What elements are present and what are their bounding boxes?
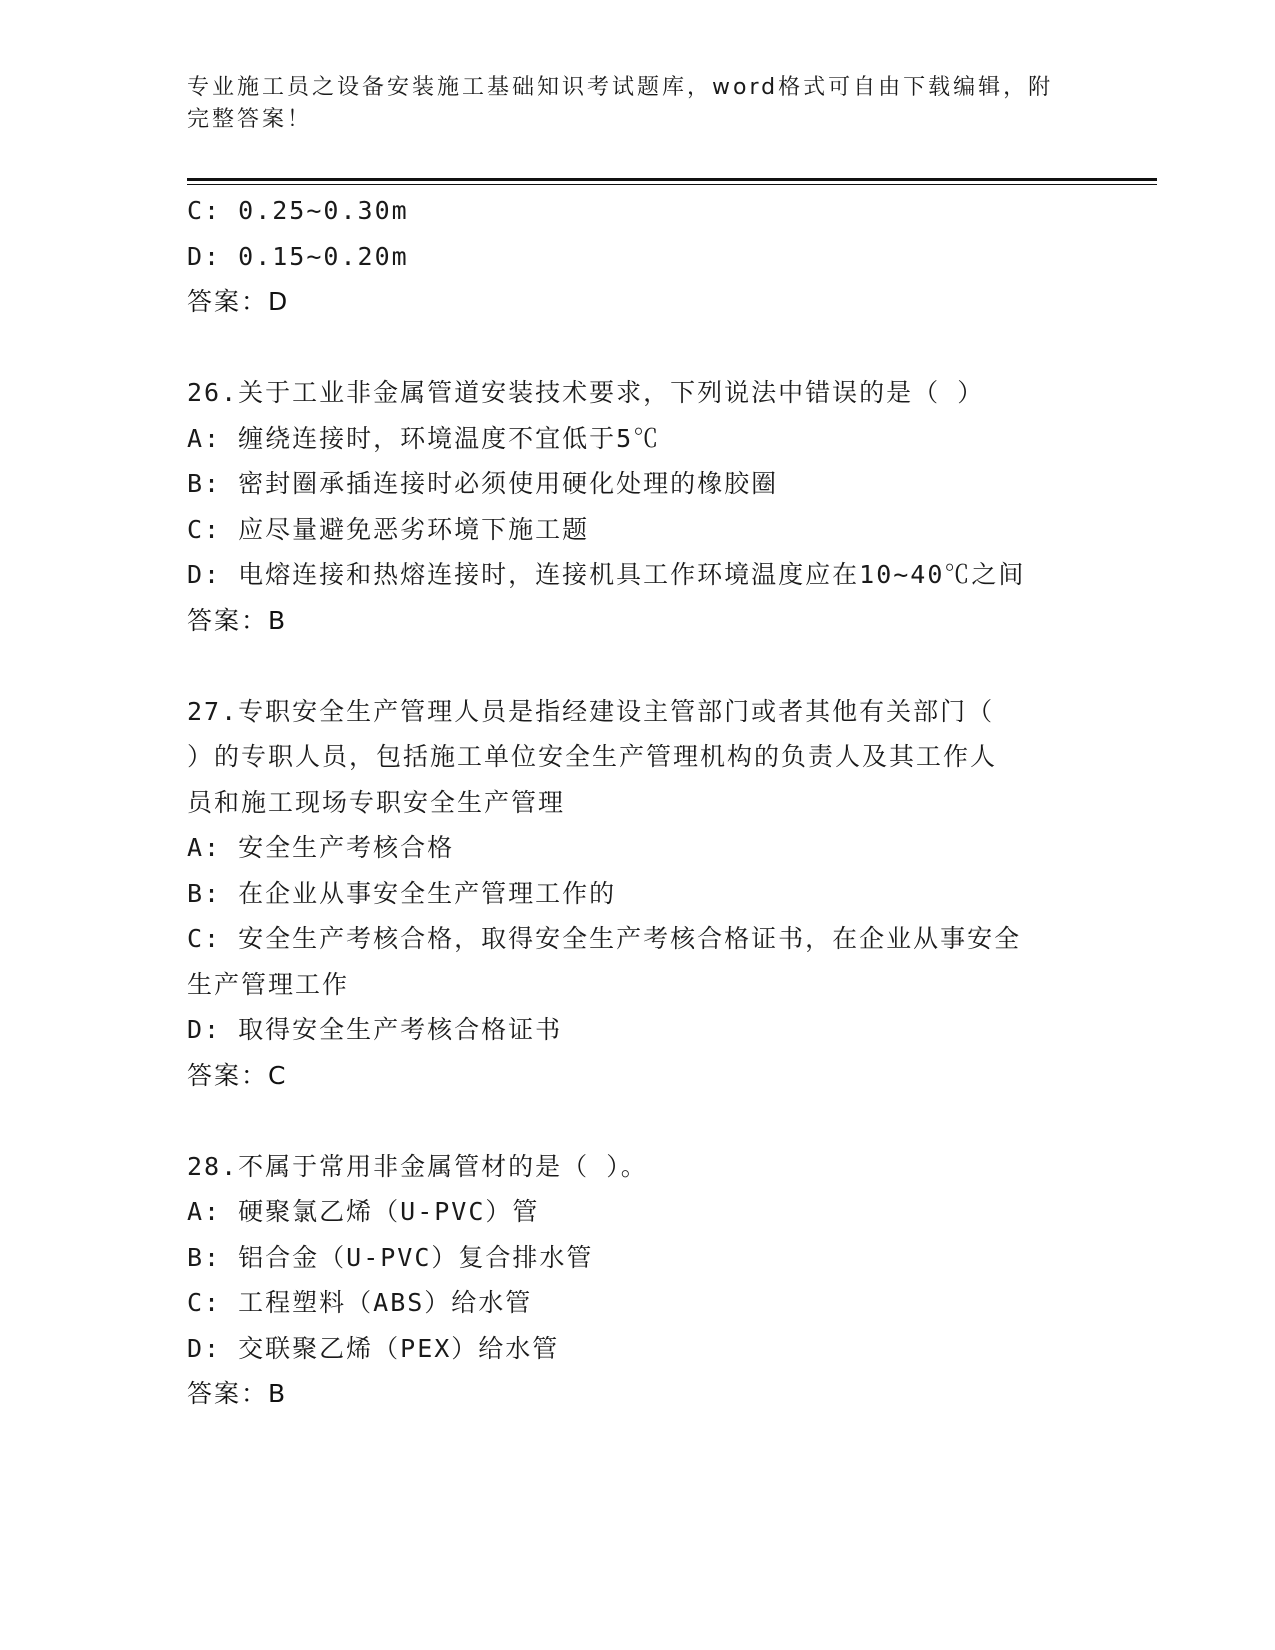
question-stem-line-3: 员和施工现场专职安全生产管理 bbox=[187, 787, 566, 817]
spacer bbox=[187, 1098, 1087, 1144]
answer-line: 答案：B bbox=[187, 605, 288, 635]
option-c-line-1: C: 安全生产考核合格，取得安全生产考核合格证书，在企业从事安全 bbox=[187, 924, 1022, 953]
question-stem: 28.不属于常用非金属管材的是（ ）。 bbox=[187, 1151, 648, 1181]
option-d: D: 取得安全生产考核合格证书 bbox=[187, 1015, 563, 1044]
question-stem-line-2: ）的专职人员，包括施工单位安全生产管理机构的负责人及其工作人 bbox=[187, 742, 998, 771]
option-c-line-2: 生产管理工作 bbox=[187, 969, 350, 999]
option-d: D: 电熔连接和热熔连接时，连接机具工作环境温度应在10~40℃之间 bbox=[187, 560, 1026, 589]
question-stem-line-1: 27.专职安全生产管理人员是指经建设主管部门或者其他有关部门（ bbox=[187, 696, 995, 726]
option-a: A: 硬聚氯乙烯（U-PVC）管 bbox=[187, 1197, 540, 1226]
spacer bbox=[187, 325, 1087, 371]
option-b: B: 在企业从事安全生产管理工作的 bbox=[187, 878, 617, 908]
answer-line: 答案：C bbox=[187, 1060, 288, 1090]
option-d: D: 0.15~0.20m bbox=[187, 241, 409, 271]
option-a: A: 安全生产考核合格 bbox=[187, 833, 455, 862]
header-rule-thin bbox=[187, 184, 1157, 185]
option-d: D: 交联聚乙烯（PEX）给水管 bbox=[187, 1333, 560, 1363]
option-b: B: 铝合金（U-PVC）复合排水管 bbox=[187, 1242, 594, 1272]
spacer bbox=[187, 643, 1087, 689]
question-block-26 bbox=[187, 370, 1087, 643]
document-header: 专业施工员之设备安装施工基础知识考试题库，word格式可自由下载编辑，附完整答案！ bbox=[187, 75, 1054, 132]
option-c: C: 工程塑料（ABS）给水管 bbox=[187, 1288, 533, 1317]
question-list bbox=[187, 188, 1087, 1417]
header-rule-thick bbox=[187, 178, 1157, 181]
option-c: C: 应尽量避免恶劣环境下施工题 bbox=[187, 514, 590, 544]
answer-line: 答案：B bbox=[187, 1379, 288, 1408]
option-b: B: 密封圈承插连接时必须使用硬化处理的橡胶圈 bbox=[187, 469, 779, 498]
question-block-28 bbox=[187, 1144, 1087, 1417]
question-block-25 bbox=[187, 188, 1087, 325]
option-a: A: 缠绕连接时，环境温度不宜低于5℃ bbox=[187, 423, 661, 453]
option-c: C: 0.25~0.30m bbox=[187, 196, 409, 225]
question-stem: 26.关于工业非金属管道安装技术要求，下列说法中错误的是（ ） bbox=[187, 378, 985, 407]
answer-line: 答案：D bbox=[187, 287, 290, 316]
question-block-27 bbox=[187, 689, 1087, 1099]
